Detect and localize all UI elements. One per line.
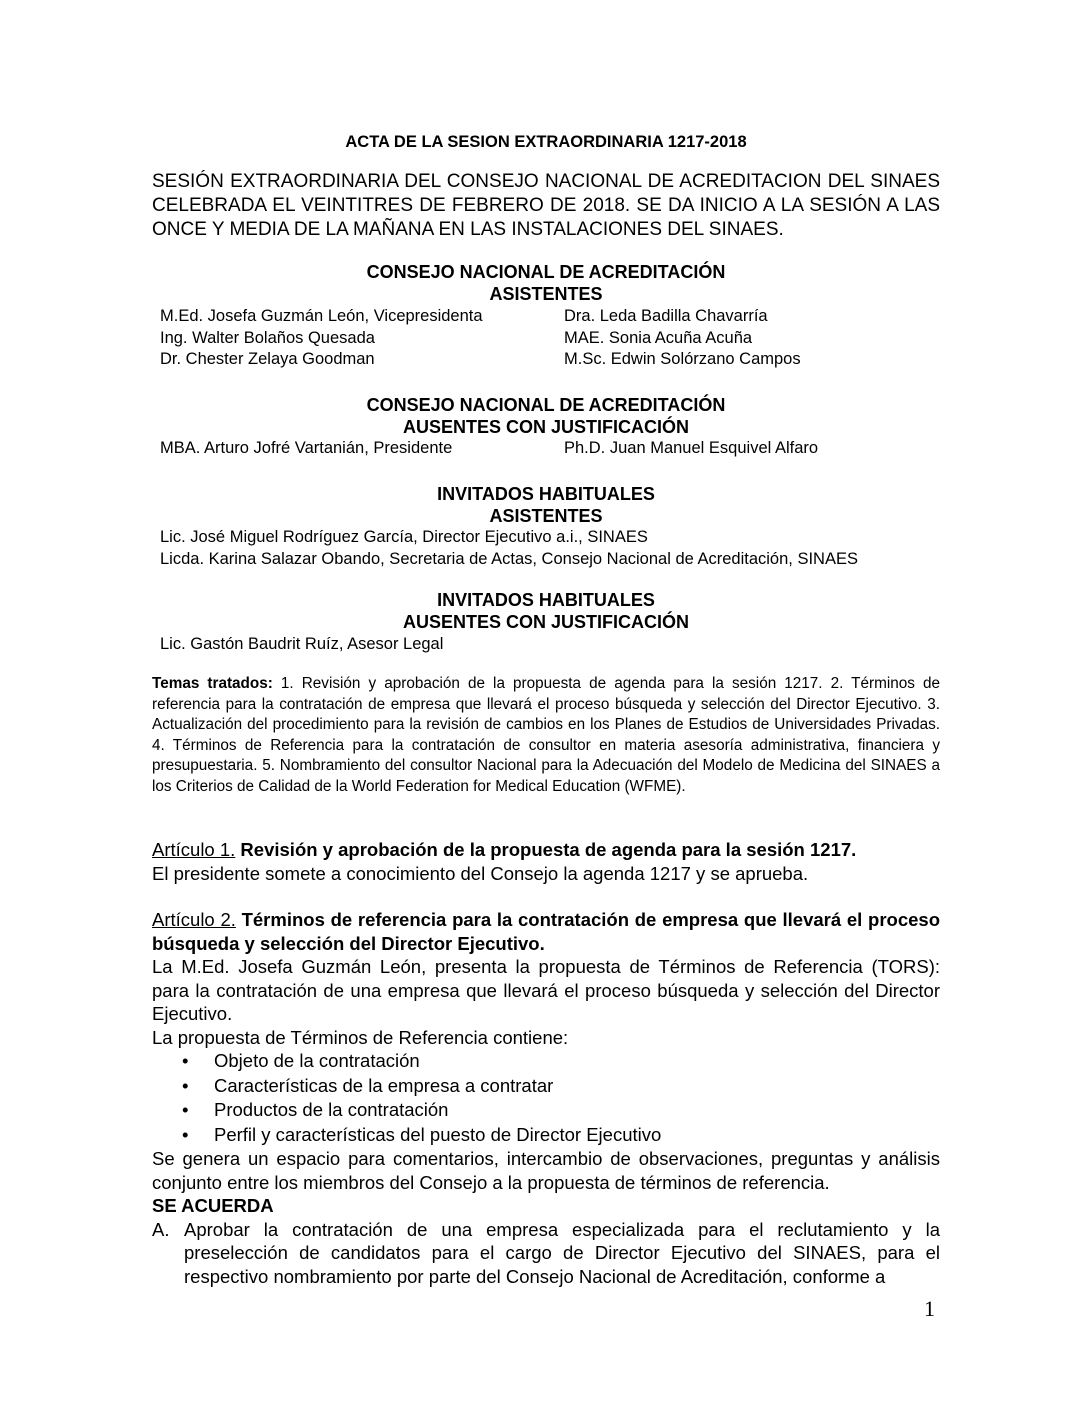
absent-heading: AUSENTES CON JUSTIFICACIÓN <box>402 612 690 632</box>
guests-present-heading <box>152 483 940 527</box>
article-2-label: Artículo 2. <box>152 909 236 930</box>
attendee-row <box>160 349 920 371</box>
agreement-text: Aprobar la contratación de una empresa especializada para el reclutamiento y la preselección de candidatos para el cargo de Director Ejecutivo del SINAES, para el respectivo nombramiento por parte del Consejo Nacional de Acreditación, conforme a <box>184 1218 940 1287</box>
council-heading: CONSEJO NACIONAL DE ACREDITACIÓN <box>366 262 726 282</box>
agreement-item <box>152 1218 940 1289</box>
guests-heading: INVITADOS HABITUALES <box>437 590 655 610</box>
session-opening: SESIÓN EXTRAORDINARIA DEL CONSEJO NACIONAL DE ACREDITACION DEL SINAES CELEBRADA EL VEINTITRES DE FEBRERO DE 2018. SE DA INICIO A LA SESIÓN A LAS ONCE Y MEDIA DE LA MAÑANA EN LAS INSTALACIONES DEL SINAES. <box>152 171 940 240</box>
topics-paragraph <box>152 674 940 797</box>
list-item: • Perfil y características del puesto de Director Ejecutivo <box>152 1123 940 1148</box>
article-1-title: Revisión y aprobación de la propuesta de agenda para la sesión 1217. <box>235 839 857 860</box>
guest-name: Lic. Gastón Baudrit Ruíz, Asesor Legal <box>160 635 444 653</box>
list-item: • Objeto de la contratación <box>152 1049 940 1074</box>
absent-row <box>160 438 920 460</box>
agreement-heading: SE ACUERDA <box>152 1195 274 1217</box>
council-absent-list <box>160 438 920 460</box>
attendee-name: MAE. Sonia Acuña Acuña <box>564 328 753 347</box>
article-2-paragraph: La M.Ed. Josefa Guzmán León, presenta la propuesta de Términos de Referencia (TORS): para la contratación de una empresa que llevará el proceso búsqueda y selección del Director Ejecutivo. <box>152 956 940 1024</box>
council-present-heading <box>152 261 940 305</box>
article-2-heading <box>152 908 940 955</box>
council-heading: CONSEJO NACIONAL DE ACREDITACIÓN <box>366 395 726 415</box>
council-absent-heading <box>152 394 940 438</box>
agreement-list <box>152 1218 940 1289</box>
list-item: • Productos de la contratación <box>152 1098 940 1123</box>
article-1-label: Artículo 1. <box>152 839 236 860</box>
attendees-heading: ASISTENTES <box>489 284 603 304</box>
attendee-name: Dr. Chester Zelaya Goodman <box>160 350 375 368</box>
article-1-text: El presidente somete a conocimiento del Consejo la agenda 1217 y se aprueba. <box>152 862 809 884</box>
article-1-heading <box>152 838 940 862</box>
topics-text: 1. Revisión y aprobación de la propuesta de agenda para la sesión 1217. 2. Términos de referencia para la contratación de empresa que llevará el proceso búsqueda y selección del Director Ejecutivo. 3. Actualización del procedimiento para la revisión de cambios en los Planes de Estudios de Universidades Privadas. 4. Términos de Referencia para la contratación de consultor en materia asesoría administrativa, financiera y presupuestaria. 5. Nombramiento del consultor Nacional para la Adecuación del Modelo de Medicina del SINAES a los Criterios de Calidad de la World Federation for Medical Education (WFME). <box>152 675 941 795</box>
guests-present-list <box>160 527 940 570</box>
topics-label: Temas tratados: <box>152 675 273 692</box>
attendee-name: Ing. Walter Bolaños Quesada <box>160 328 375 347</box>
guests-absent-list <box>160 634 940 656</box>
absent-name: MBA. Arturo Jofré Vartanián, Presidente <box>160 439 453 457</box>
article-2-paragraph: Se genera un espacio para comentarios, intercambio de observaciones, preguntas y análisis conjunto entre los miembros del Consejo a la propuesta de términos de referencia. <box>152 1148 940 1193</box>
terms-contents-list <box>152 1049 940 1147</box>
article-2 <box>152 908 940 1288</box>
article-2-paragraph: La propuesta de Términos de Referencia contiene: <box>152 1026 569 1048</box>
absent-heading: AUSENTES CON JUSTIFICACIÓN <box>402 417 690 437</box>
attendee-name: M.Ed. Josefa Guzmán León, Vicepresidenta <box>160 307 483 325</box>
document-title: ACTA DE LA SESION EXTRAORDINARIA 1217-2018 <box>345 133 747 151</box>
page-number: 1 <box>924 1296 935 1321</box>
list-item: • Características de la empresa a contratar <box>152 1074 940 1099</box>
attendee-name: M.Sc. Edwin Solórzano Campos <box>564 350 801 368</box>
article-1 <box>152 838 940 885</box>
attendee-name: Dra. Leda Badilla Chavarría <box>564 307 768 325</box>
attendee-row <box>160 306 920 328</box>
guests-heading: INVITADOS HABITUALES <box>437 484 655 504</box>
article-2-title: Términos de referencia para la contratación de empresa que llevará el proceso búsqueda y selección del Director Ejecutivo. <box>152 909 940 954</box>
attendee-row <box>160 328 920 350</box>
guest-name: Licda. Karina Salazar Obando, Secretaria de Actas, Consejo Nacional de Acreditación, SINAES <box>160 549 858 568</box>
council-present-list <box>160 306 920 371</box>
guest-name: Lic. José Miguel Rodríguez García, Director Ejecutivo a.i., SINAES <box>160 528 648 546</box>
absent-name: Ph.D. Juan Manuel Esquivel Alfaro <box>564 439 819 457</box>
agreement-marker: A. <box>152 1218 170 1240</box>
guests-absent-heading <box>152 589 940 633</box>
attendees-heading: ASISTENTES <box>489 506 603 526</box>
